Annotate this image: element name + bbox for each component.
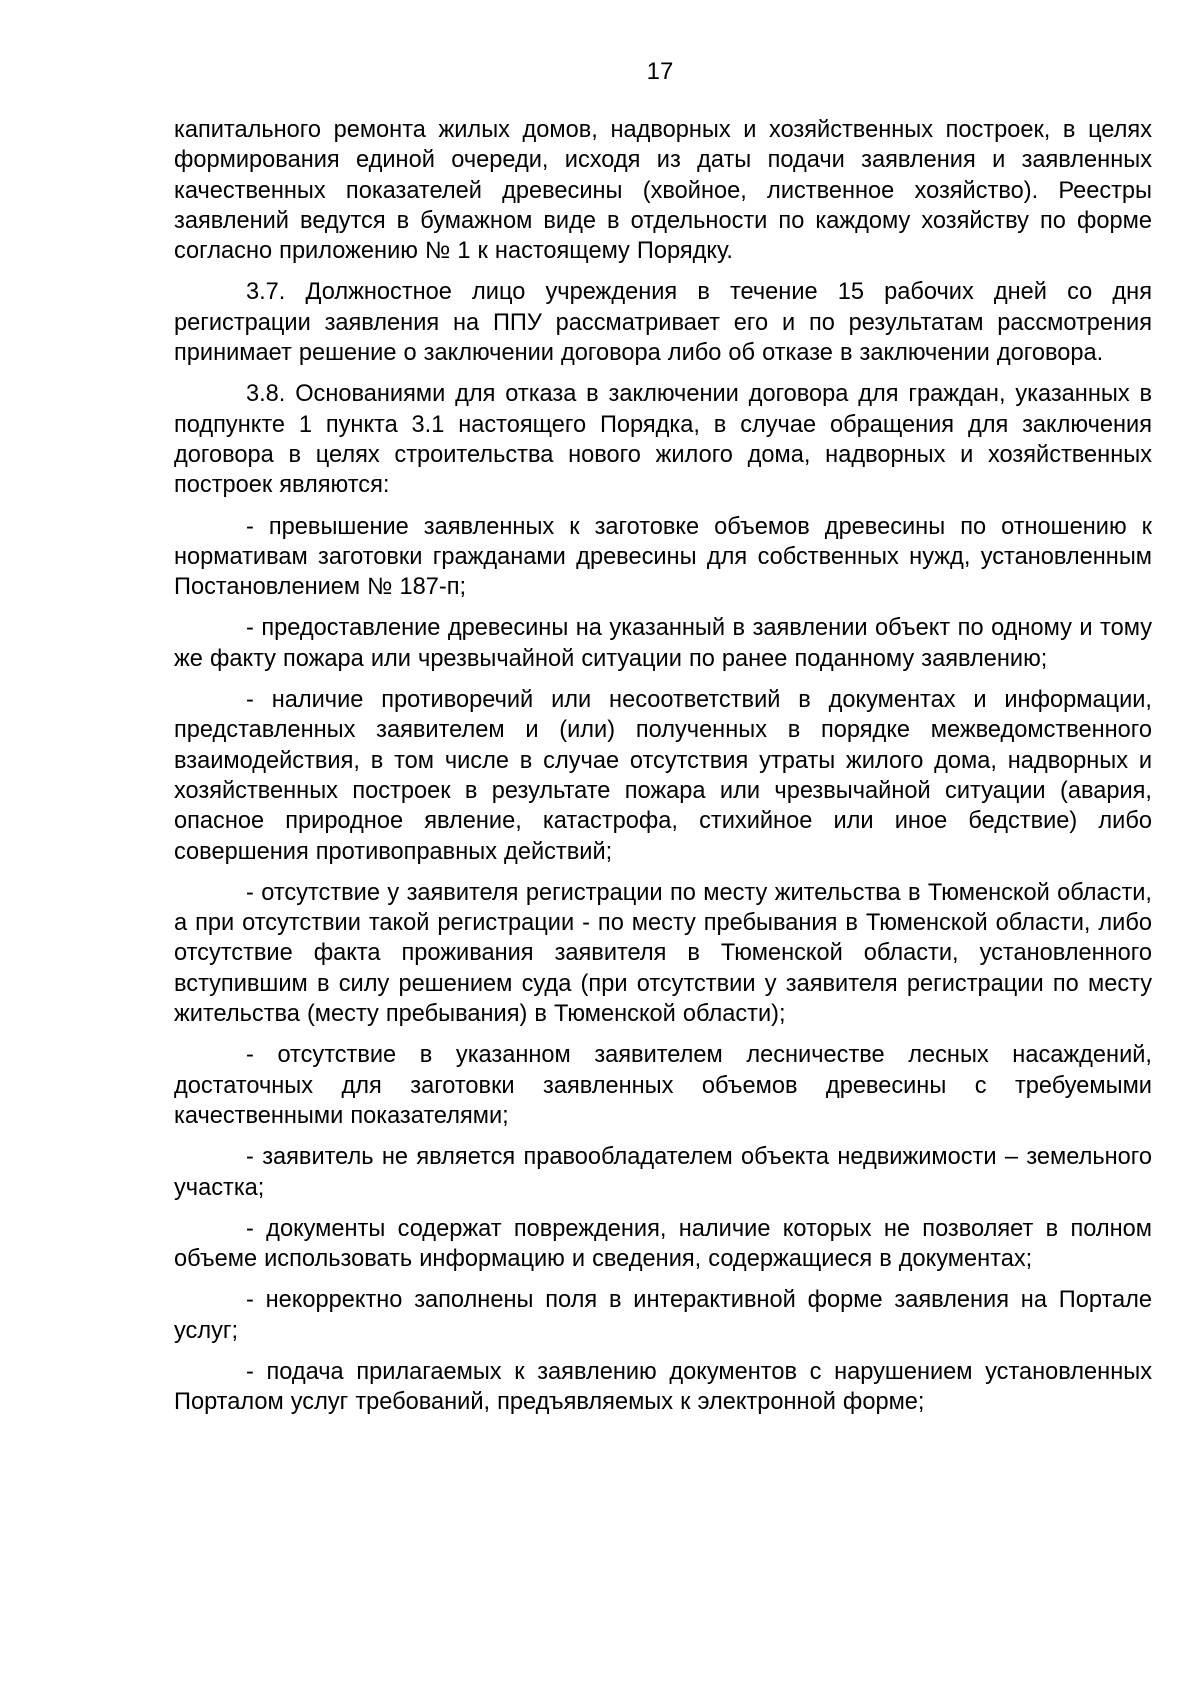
paragraph-continuation: капитального ремонта жилых домов, надворных и хозяйственных построек, в целях формирования единой очереди, исходя из даты подачи заявления и заявленных качественных показателей древесины (хвойное, лиственное хозяйство). Реестры заявлений ведутся в бумажном виде в отдельности по каждому хозяйству по форме согласно приложению № 1 к настоящему Порядку.	[174, 117, 1152, 265]
list-item: - предоставление древесины на указанный в заявлении объект по одному и тому же факту пожара или чрезвычайной ситуации по ранее поданному заявлению;	[174, 615, 1152, 672]
list-item: - подача прилагаемых к заявлению документов с нарушением установленных Порталом услуг требований, предъявляемых к электронной форме;	[174, 1358, 1152, 1416]
paragraph-clause-3-8: 3.8. Основаниями для отказа в заключении договора для граждан, указанных в подпункте 1 пункта 3.1 настоящего Порядка, в случае обращения для заключения договора в целях строительства нового жилого дома, надворных и хозяйственных построек являются:	[174, 381, 1152, 499]
paragraph-clause-3-7: 3.7. Должностное лицо учреждения в течение 15 рабочих дней со дня регистрации заявления на ППУ рассматривает его и по результатам рассмотрения принимает решение о заключении договора либо об отказе в заключении договора.	[174, 279, 1152, 367]
page-number: 17	[646, 58, 674, 85]
list-item: - наличие противоречий или несоответствий в документах и информации, представленных заявителем и (или) полученных в порядке межведомственного взаимодействия, в том числе в случае отсутствия утраты жилого дома, надворных и хозяйственных построек в результате пожара или чрезвычайной ситуации (авария, опасное природное явление, катастрофа, стихийное или иное бедствие) либо совершения противоправных действий;	[174, 687, 1152, 865]
list-item: - документы содержат повреждения, наличие которых не позволяет в полном объеме использовать информацию и сведения, содержащиеся в документах;	[174, 1215, 1152, 1273]
list-item: - некорректно заполнены поля в интерактивной форме заявления на Портале услуг;	[174, 1287, 1152, 1344]
list-item: - заявитель не является правообладателем объекта недвижимости – земельного участка;	[174, 1144, 1152, 1201]
list-item: - отсутствие в указанном заявителем лесничестве лесных насаждений, достаточных для заготовки заявленных объемов древесины с требуемыми качественными показателями;	[174, 1042, 1152, 1129]
list-item: - превышение заявленных к заготовке объемов древесины по отношению к нормативам заготовки гражданами древесины для собственных нужд, установленным Постановлением № 187-п;	[174, 513, 1152, 601]
list-item: - отсутствие у заявителя регистрации по месту жительства в Тюменской области, а при отсутствии такой регистрации - по месту пребывания в Тюменской области, либо отсутствие факта проживания заявителя в Тюменской области, установленного вступившим в силу решением суда (при отсутствии у заявителя регистрации по месту жительства (месту пребывания) в Тюменской области);	[174, 879, 1152, 1028]
document-body	[174, 115, 1152, 1429]
